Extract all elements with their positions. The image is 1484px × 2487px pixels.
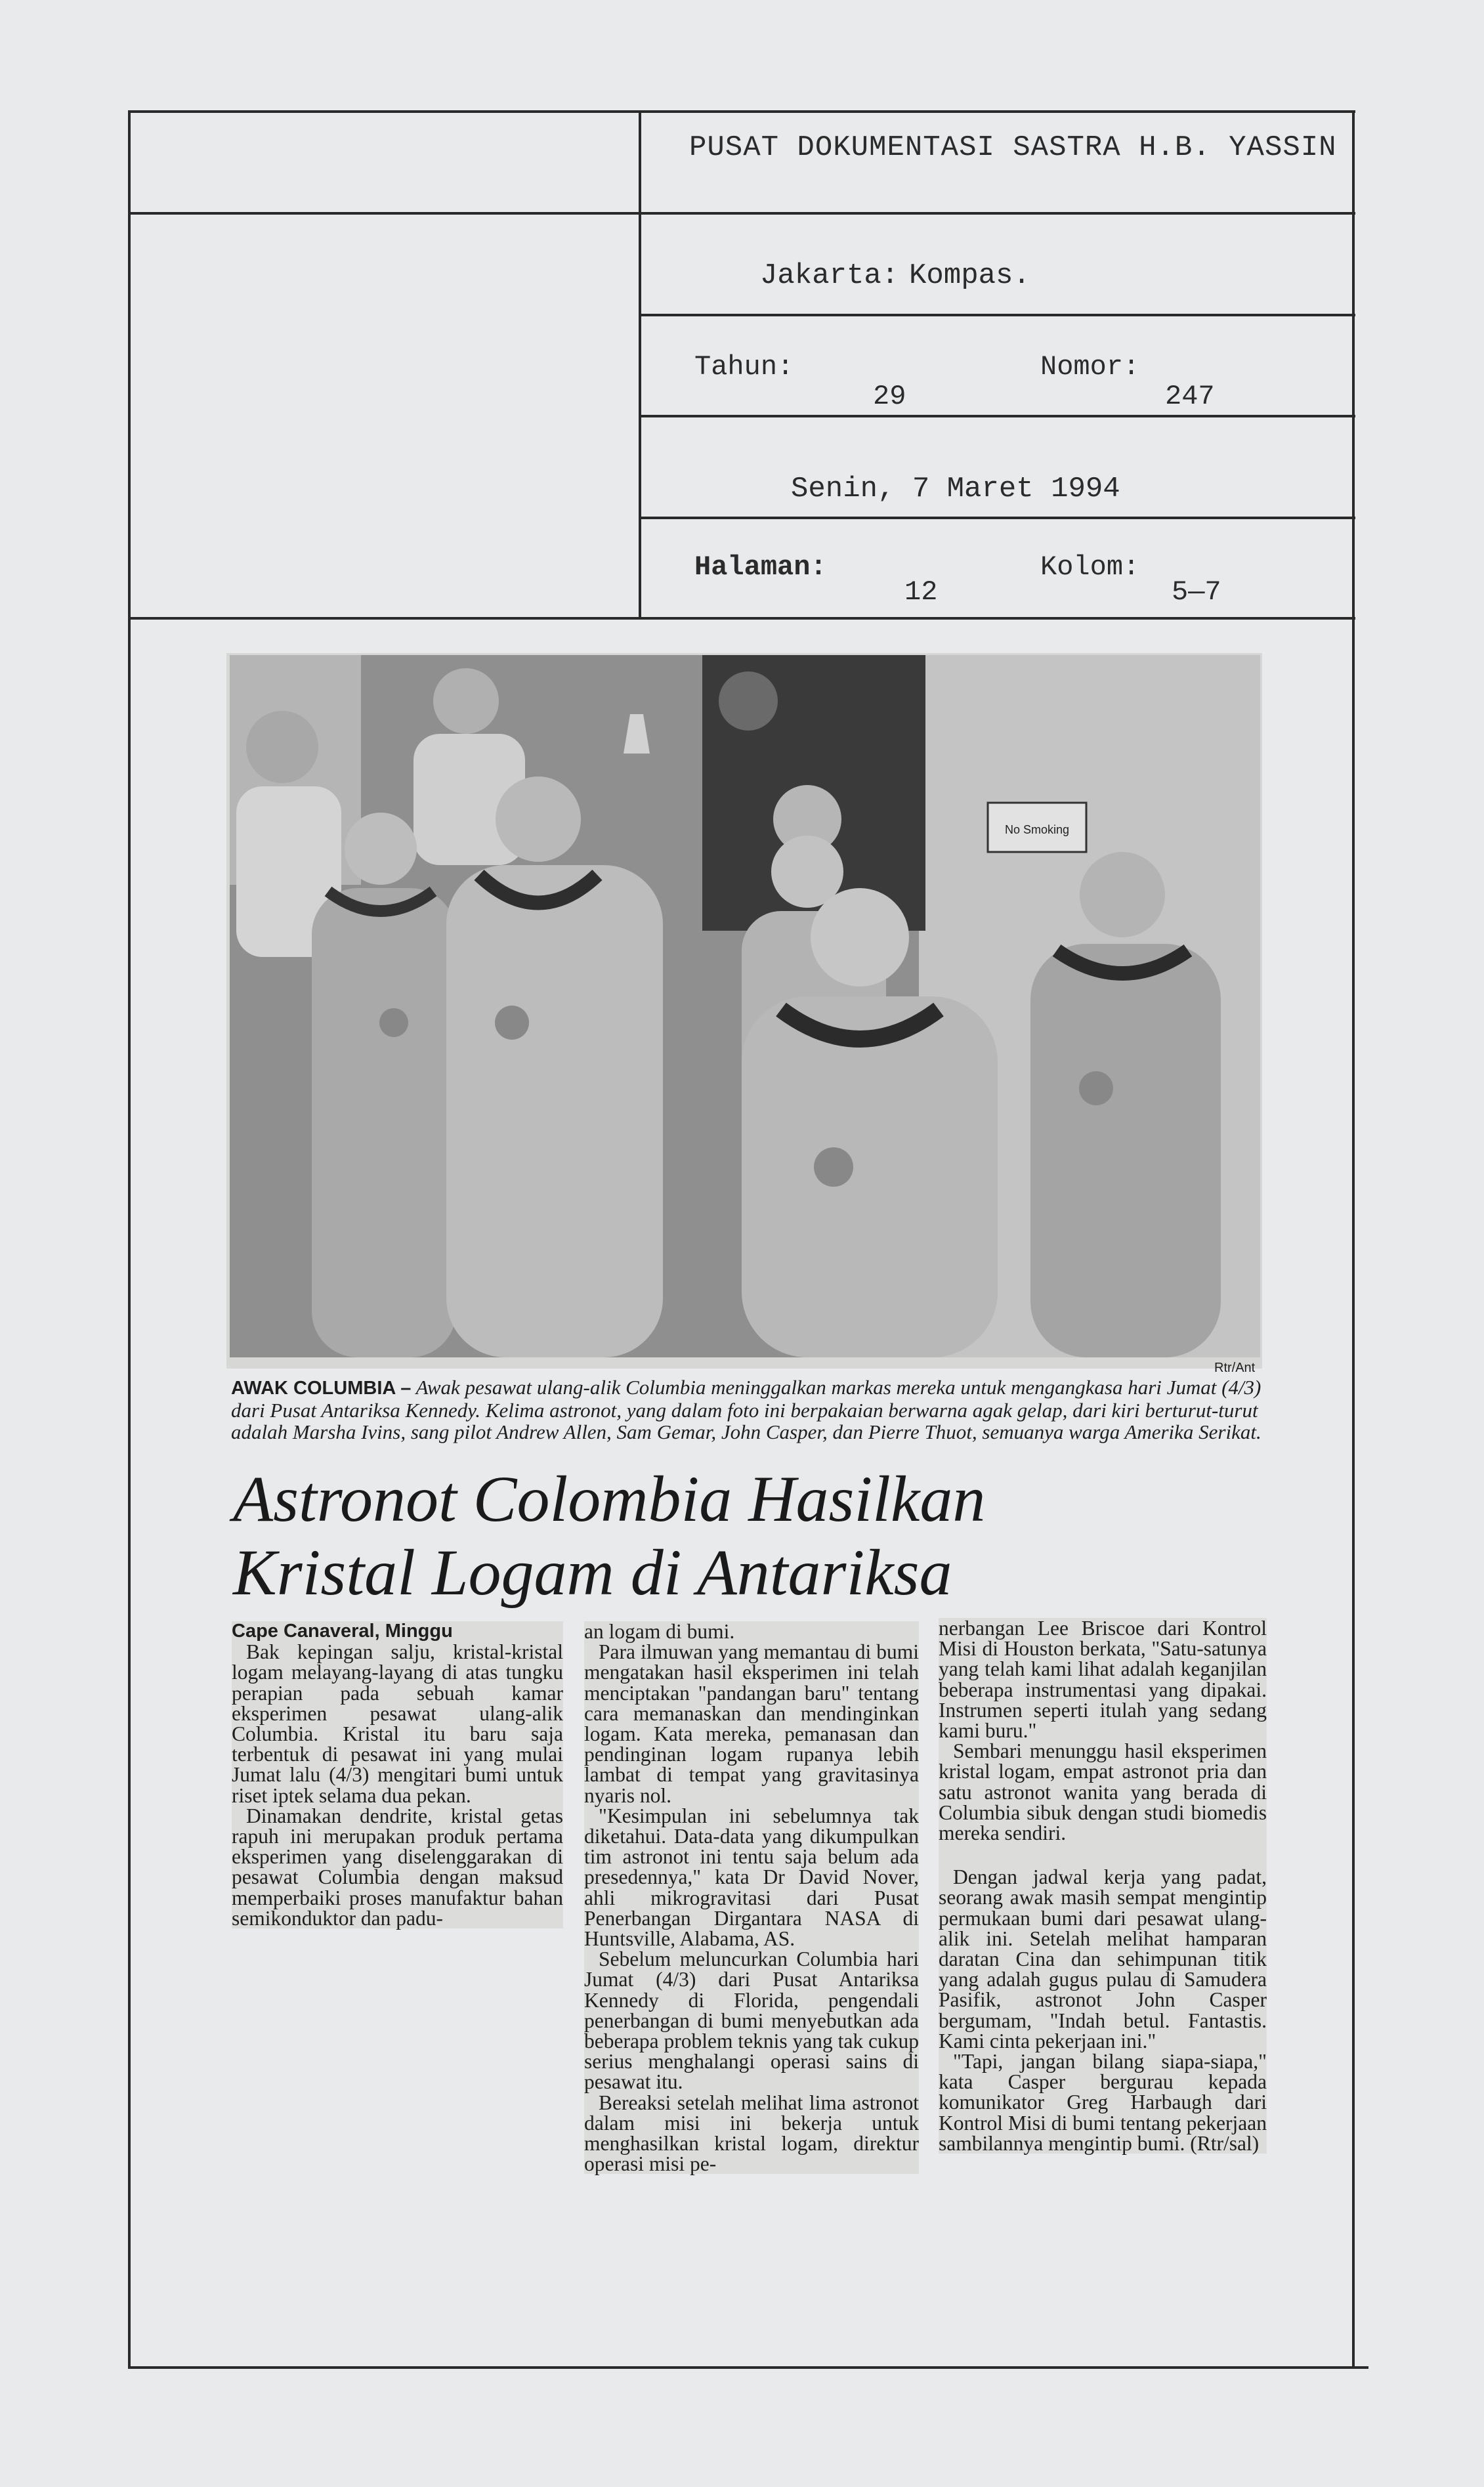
form-line-5 (128, 617, 1355, 620)
paragraph: Para ilmuwan yang memantau di bumi mengatakan hasil eksperimen ini telah menciptakan "pandangan baru" tentang cara memanaskan dan mendinginkan logam. Kata mereka, pemanasan dan pendinginan logam rupanya lebih lambat di tempat yang gravitasinya nyaris nol. (584, 1640, 919, 1807)
sign-text: No Smoking (1004, 823, 1070, 836)
column-spacer (939, 1843, 1267, 1867)
form-left-border (128, 110, 131, 2368)
form-line-3 (640, 415, 1355, 417)
paragraph: "Kesimpulan ini sebelumnya tak diketahui. Data-data yang dikumpulkan tim astronot ini tentu saja belum ada presedennya," kata Dr David Nover, ahli mikrogravitasi dari Pusat Penerbangan Dirgantara NASA di Huntsville, Alabama, AS. (584, 1804, 919, 1951)
paragraph: Dengan jadwal kerja yang padat, seorang awak masih sempat mengintip permukaan bumi dari pesawat ulang-alik ini. Setelah melihat hamparan daratan Cina dan sehimpunan titik yang adalah gugus pulau di Samudera Pasifik, astronot John Casper bergumam, "Indah betul. Fantastis. Kami cinta pekerjaan ini." (939, 1865, 1267, 2052)
year-value: 29 (873, 381, 906, 412)
headline-line-2: Kristal Logam di Antariksa (233, 1536, 952, 1609)
column-value: 5—7 (1172, 576, 1221, 608)
paragraph: Bak kepingan salju, kristal-kristal logam melayang-layang di atas tungku perapian pada sebuah kamar eksperimen pesawat ulang-alik Columbia. Kristal itu baru saja terbentuk di pesawat ini yang mulai Jumat lalu (4/3) mengitari bumi untuk riset iptek selama dua pekan. (232, 1640, 563, 1807)
number-label: Nomor: (1040, 351, 1140, 383)
photo-caption (231, 1376, 1261, 1443)
form-top-line (128, 110, 1355, 113)
form-right-border (1352, 110, 1355, 2368)
article-column-3 (939, 1618, 1267, 2154)
form-line-4 (640, 517, 1355, 519)
page-value: 12 (904, 576, 938, 608)
byline: Cape Canaveral, Minggu (232, 1621, 453, 1642)
paragraph: "Tapi, jangan bilang siapa-siapa," kata Casper bergurau kepada komunikator Greg Harbaugh dari Kontrol Misi di bumi tentang pekerjaan sambilannya mengintip bumi. (Rtr/sal) (939, 2050, 1267, 2155)
column-label: Kolom: (1040, 551, 1140, 583)
city-label: Jakarta: (760, 259, 899, 292)
paragraph: Dinamakan dendrite, kristal getas rapuh ini merupakan produk pertama eksperimen yang diselenggarakan di pesawat Columbia dengan maksud memperbaiki proses manufaktur bahan semikonduktor dan padu- (232, 1804, 563, 1930)
city-value: Kompas. (909, 259, 1030, 292)
form-line-1 (128, 212, 1355, 215)
article-headline (233, 1462, 985, 1609)
photo-credit: Rtr/Ant (1214, 1361, 1256, 1375)
paragraph: an logam di bumi. (584, 1620, 735, 1643)
archive-title: PUSAT DOKUMENTASI SASTRA H.B. YASSIN (689, 131, 1337, 164)
paragraph: Bereaksi setelah melihat lima astronot dalam misi ini bekerja untuk menghasilkan kristal logam, direktur operasi misi pe- (584, 2091, 919, 2176)
crew-photo-illustration (230, 655, 1260, 1357)
headline-line-1: Astronot Colombia Hasilkan (233, 1462, 986, 1535)
number-value: 247 (1165, 381, 1215, 412)
crew-photo (230, 655, 1260, 1357)
form-line-2 (640, 314, 1355, 316)
form-middle-divider (639, 110, 641, 619)
caption-lead: AWAK COLUMBIA – (231, 1378, 412, 1399)
paragraph: nerbangan Lee Briscoe dari Kontrol Misi di Houston berkata, "Satu-satunya yang telah kami lihat adalah keganjilan beberapa instrumentasi yang dipakai. Instrumen seperti itulah yang sedang kami buru." (939, 1617, 1267, 1743)
year-label: Tahun: (694, 351, 794, 383)
paragraph: Sembari menunggu hasil eksperimen kristal logam, empat astronot pria dan satu astronot wanita yang berada di Columbia sibuk dengan studi biomedis mereka sendiri. (939, 1739, 1267, 1845)
article-column-2 (584, 1621, 919, 2174)
form-bottom-line (128, 2366, 1368, 2369)
paragraph: Sebelum meluncurkan Columbia hari Jumat (4/3) dari Pusat Antariksa Kennedy di Florida, pengendali penerbangan di bumi menyebutkan ada beberapa problem teknis yang tak cukup serius menghalangi operasi sains di pesawat itu. (584, 1947, 919, 2094)
page-label: Halaman: (694, 551, 827, 583)
article-column-1 (232, 1621, 563, 1928)
caption-text: Awak pesawat ulang-alik Columbia meninggalkan markas mereka untuk mengangkasa hari Jumat (4/3) dari Pusat Antariksa Kennedy. Kelima astronot, yang dalam foto ini berpakaian berwarna agak gelap, dari kiri berturut-turut adalah Marsha Ivins, sang pilot Andrew Allen, Sam Gemar, John Casper, dan Pierre Thuot, semuanya warga Amerika Serikat. (231, 1376, 1261, 1443)
date-text: Senin, 7 Maret 1994 (791, 473, 1120, 505)
